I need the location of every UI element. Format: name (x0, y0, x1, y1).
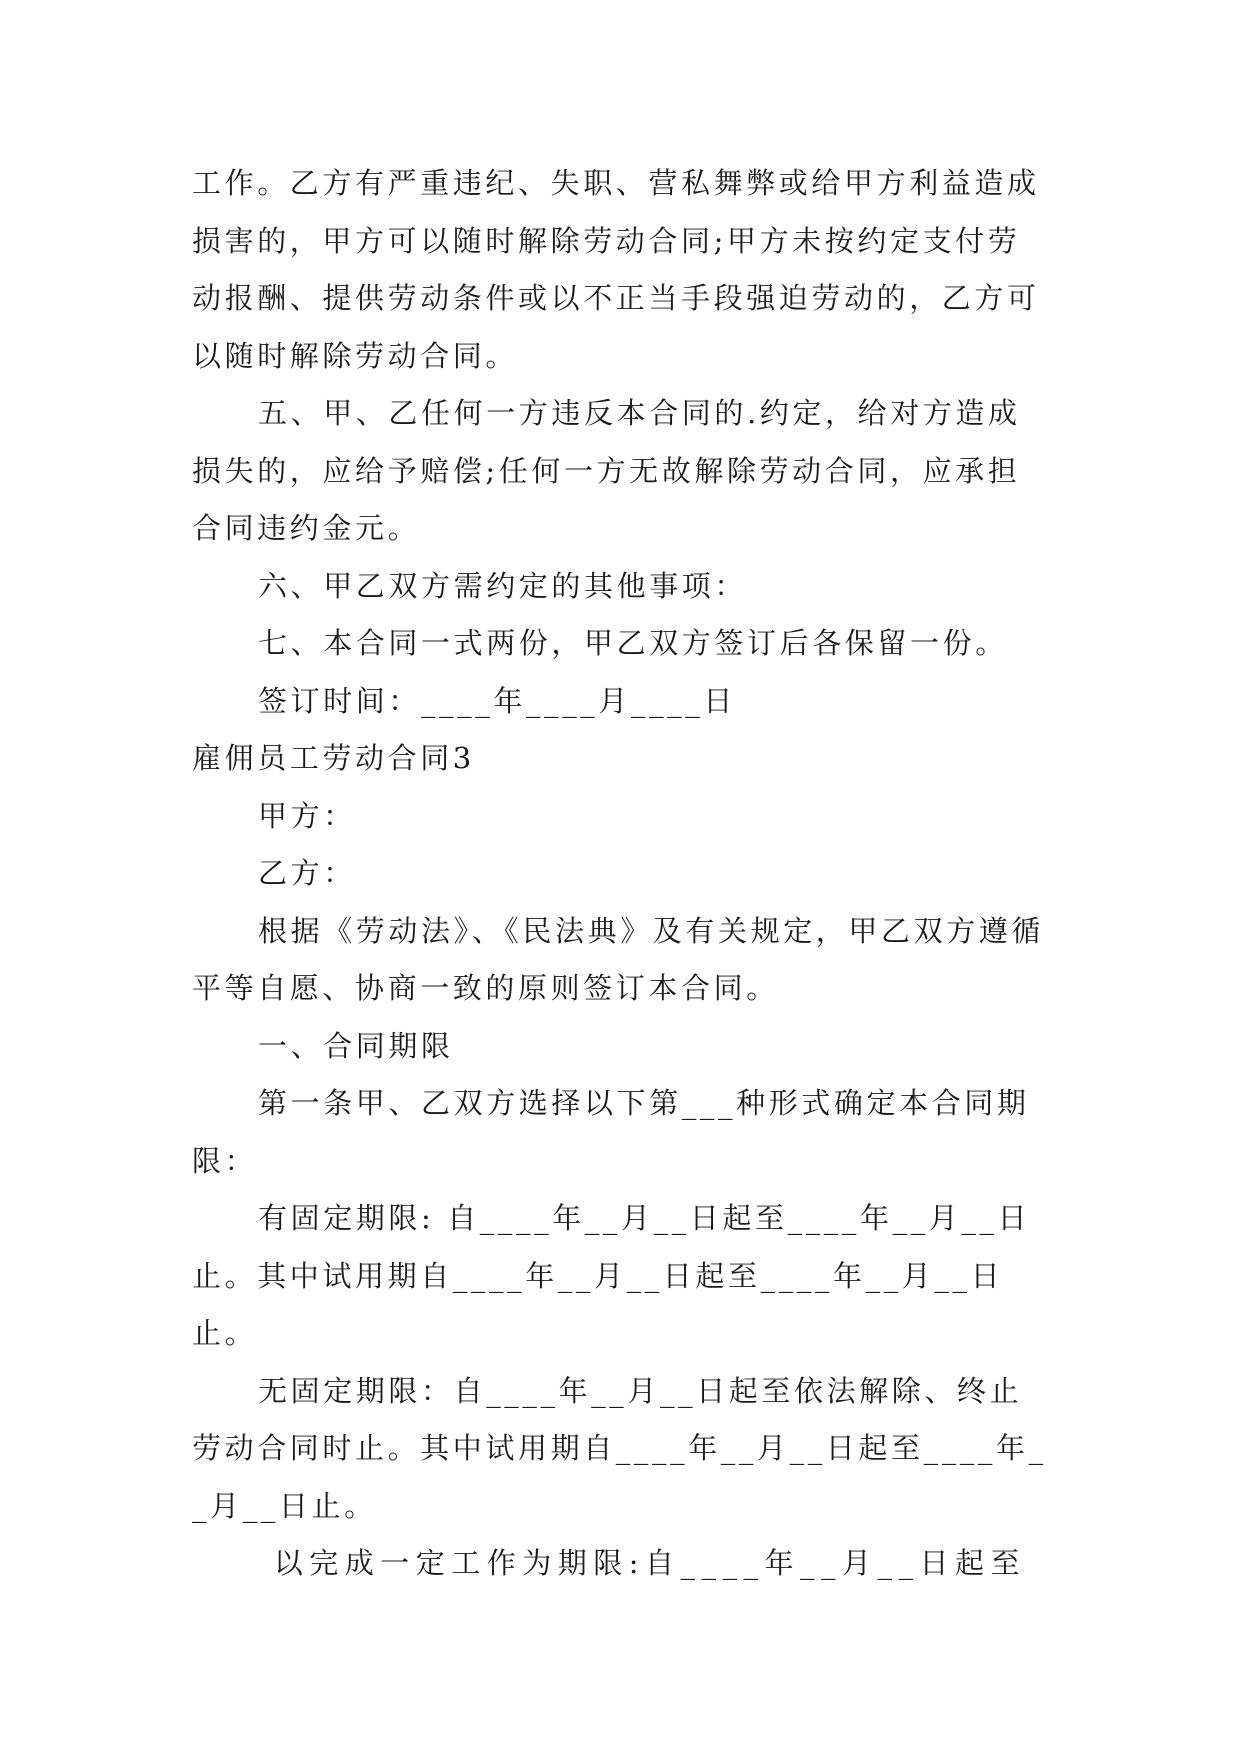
document-page (192, 155, 1052, 1593)
paragraph-clause-five: 五、甲、乙任何一方违反本合同的.约定，给对方造成损失的，应给予赔偿;任何一方无故解除劳动合同，应承担合同违约金元。 (192, 396, 1021, 545)
paragraph-article-one: 第一条甲、乙双方选择以下第___种形式确定本合同期限： (192, 1086, 1030, 1178)
paragraph-clause-seven: 七、本合同一式两份，甲乙双方签订后各保留一份。 (258, 626, 1008, 660)
section-heading-contract-term: 一、合同期限 (258, 1028, 454, 1063)
paragraph-preamble: 根据《劳动法》、《民法典》及有关规定，甲乙双方遵循平等自愿、协商一致的原则签订本合同。 (192, 913, 1045, 1005)
paragraph-termination-terms: 工作。乙方有严重违纪、失职、营私舞弊或给甲方利益造成损害的，甲方可以随时解除劳动合同;甲方未按约定支付劳动报酬、提供劳动条件或以不正当手段强迫劳动的，乙方可以随时解除劳动合同。 (192, 166, 1040, 373)
paragraph-fixed-term: 有固定期限: 自____年__月__日起至____年__月__日止。其中试用期自____年__月__日起至____年__月__日止。 (192, 1201, 1031, 1350)
party-a-line: 甲方： (258, 798, 356, 833)
paragraph-open-term: 无固定期限：自____年__月__日起至依法解除、终止劳动合同时止。其中试用期自____年__月__日起至____年__月__日止。 (192, 1373, 1047, 1523)
contract-title: 雇佣员工劳动合同3 (192, 741, 475, 775)
paragraph-clause-six: 六、甲乙双方需约定的其他事项： (258, 568, 748, 603)
party-b-line: 乙方： (258, 856, 356, 890)
paragraph-task-term: 以完成一定工作为期限:自____年__月__日起至 (258, 1546, 1026, 1580)
signing-date-line: 签订时间：____年____月____日 (258, 683, 737, 718)
